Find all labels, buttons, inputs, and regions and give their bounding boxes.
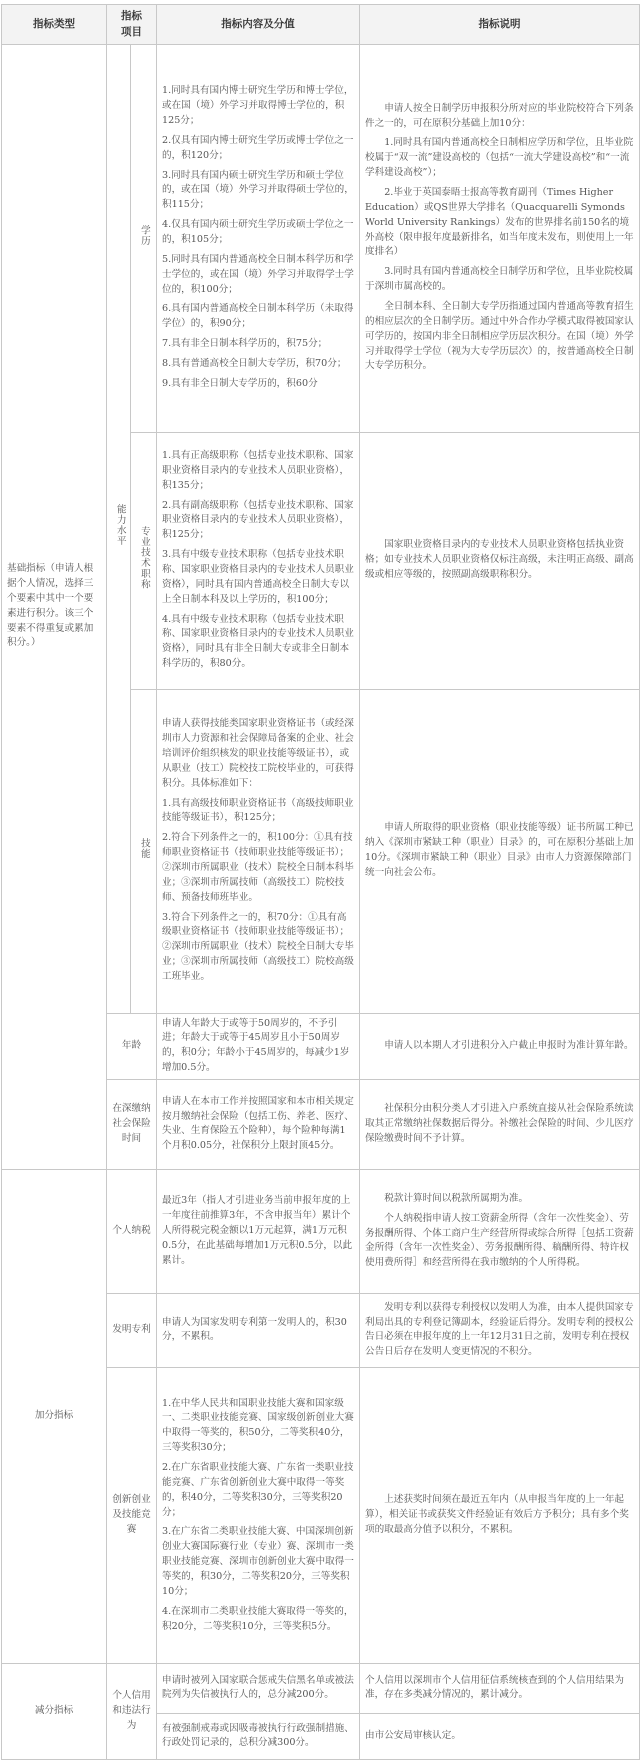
paragraph: 社保积分由积分类人才引进入户系统直接从社会保险系统读取其正常缴纳社保数据后得分。补缴社会保险的时间、少儿医疗保险缴费时间不予计算。 (365, 1103, 634, 1144)
age-label: 年龄 (107, 1013, 157, 1079)
contest-label: 创新创业及技能竞赛 (107, 1367, 157, 1663)
header-content: 指标内容及分值 (157, 5, 360, 45)
paragraph: 申请人所取得的职业资格（职业技能等级）证书所属工种已纳入《深圳市紧缺工种（职业）目录》的，可在原积分基础上加10分。《深圳市紧缺工种（职业）目录》由市人力资源保障部门统一向社会公布。 (365, 822, 634, 878)
table-row (2, 1169, 640, 1293)
credit-content-1: 申请时被列入国家联合惩戒失信黑名单或被法院列为失信被执行人的，总分减200分。 (157, 1663, 360, 1713)
skill-label: 技能 (131, 689, 157, 1013)
header-note: 指标说明 (360, 5, 640, 45)
table-row (2, 1663, 640, 1713)
credit-note-2: 由市公安局审核认定。 (360, 1713, 640, 1759)
contest-note (360, 1367, 640, 1663)
paragraph: 申请人获得技能类国家职业资格证书（或经深圳市人力资源和社会保障局备案的企业、社会培训评价组织核发的职业技能等级证书），或从职业（技工）院校技工院校毕业的，可获得积分。具体标准如下： (162, 718, 354, 789)
patent-note (360, 1293, 640, 1367)
patent-label: 发明专利 (107, 1293, 157, 1367)
table-header-row (2, 5, 640, 45)
ability-label: 能力水平 (107, 44, 131, 1013)
bonus-category: 加分指标 (2, 1169, 107, 1663)
paragraph: 3.符合下列条件之一的，积70分：①具有高级职业资格证书（技师职业技能等级证书）；②深圳市所属职业（技术）院校全日制大专毕业；③深圳市所属技师（高级技工）院校高级工班毕业。 (162, 911, 354, 982)
insurance-label: 在深缴纳社会保险时间 (107, 1079, 157, 1169)
paragraph: 发明专利以获得专利授权以发明人为准，由本人提供国家专利局出具的专利登记簿副本，经验证后得分。发明专利的授权公告日必须在申报年度的上一年12月31日之前，发明专利在授权公告日后存在发明人变更情况的不积分。 (365, 1301, 634, 1358)
age-note (360, 1013, 640, 1079)
paragraph: 全日制本科、全日制大专学历指通过国内普通高等教育招生的相应层次的全日制学历。通过中外合作办学模式取得被国家认可学历的，按国内非全日制相应学历层次积分。在国（境）外学习并取得学士学位（视为大专学历层次）的，按普通高校全日制大专学历积分。 (365, 301, 634, 372)
penalty-category: 减分指标 (2, 1663, 107, 1759)
paragraph: 申请人按全日制学历申报积分所对应的毕业院校符合下列条件之一的，可在原积分基础上加10分： (365, 102, 634, 129)
paragraph: 申请人以本期人才引进积分入户截止申报时为准计算年龄。 (384, 1039, 634, 1051)
paragraph: 8.具有普通高校全日制大专学历，积70分； (162, 358, 347, 370)
paragraph: 3.同时具有国内普通高校全日制学历和学位，且毕业院校属于深圳市属高校的。 (365, 266, 634, 293)
points-table (1, 4, 640, 1760)
paragraph: 6.具有国内普通高校全日制本科学历（未取得学位）的，积90分； (162, 303, 354, 330)
paragraph: 税款计算时间以税款所属期为准。 (384, 1192, 529, 1204)
paragraph: 申请人为国家发明专利第一发明人的，积30分，不累积。 (162, 1316, 347, 1343)
paragraph: 4.仅具有国内硕士研究生学历或硕士学位之一的，积105分； (162, 219, 354, 246)
paragraph: 2.符合下列条件之一的，积100分：①具有技师职业资格证书（技师职业技能等级证书）；②深圳市所属职业（技术）院校全日制本科毕业；③深圳市所属技师（高级技工）院校技师、预备技师班毕业。 (162, 832, 354, 903)
paragraph: 4.在深圳市二类职业技能大赛取得一等奖的，积20分，二等奖积10分，三等奖积5分。 (162, 1605, 354, 1632)
paragraph: 2.具有副高级职称（包括专业技术职称、国家职业资格目录内的专业技术人员职业资格），积125分； (162, 499, 354, 541)
paragraph: 2.仅具有国内博士研究生学历或博士学位之一的，积120分； (162, 134, 354, 161)
title-note (360, 432, 640, 689)
tax-content (157, 1169, 360, 1293)
paragraph: 个人纳税指申请人按工资薪金所得（含年一次性奖金）、劳务报酬所得、个体工商户生产经营所得或综合所得［包括工资薪金所得（含年一次性奖金）、劳务报酬所得、稿酬所得、特许权使用费所得］和经营所得在我市缴纳的个人所得税。 (365, 1212, 634, 1269)
header-item: 指标 项目 (107, 5, 157, 45)
education-label: 学历 (131, 44, 157, 432)
paragraph: 3.在广东省二类职业技能大赛、中国深圳创新创业大赛国际赛行业（专业）赛、深圳市一类职业技能竞赛、深圳市创新创业大赛中取得一等奖的，积30分，二等奖积20分，三等奖积10分； (162, 1526, 354, 1597)
insurance-content (157, 1079, 360, 1169)
paragraph: 申请人在本市工作并按照国家和本市相关规定按月缴纳社会保险（包括工伤、养老、医疗、失业、生育保险五个险种），每个险种每满1个月积0.05分，社保积分上限封顶45分。 (162, 1095, 354, 1152)
paragraph: 申请人年龄大于或等于50周岁的，不予引进；年龄大于或等于45周岁且小于50周岁的，积0分；年龄小于45周岁的，每减少1岁增加0.5分。 (162, 1017, 350, 1074)
education-content (157, 44, 360, 432)
education-note (360, 44, 640, 432)
paragraph: 4.具有中级专业技术职称（包括专业技术职称、国家职业资格目录内的专业技术人员职业资格），同时具有非全日制大专或非全日制本科学历的，积80分。 (162, 613, 354, 670)
paragraph: 3.具有中级专业技术职称（包括专业技术职称、国家职业资格目录内的专业技术人员职业资格），同时具有国内普通高校全日制大专以上全日制本科及以上学历的，积100分； (162, 549, 354, 605)
age-content (157, 1013, 360, 1079)
paragraph: 1.具有正高级职称（包括专业技术职称、国家职业资格目录内的专业技术人员职业资格），积135分； (162, 450, 354, 491)
paragraph: 1.具有高级技师职业资格证书（高级技师职业技能等级证书），积125分； (162, 797, 354, 824)
patent-content (157, 1293, 360, 1367)
credit-label: 个人信用和违法行为 (107, 1663, 157, 1759)
paragraph: 1.在中华人民共和国职业技能大赛和国家级一、二类职业技能竞赛、国家级创新创业大赛中取得一等奖的，积50分，二等奖积40分，三等奖积30分； (162, 1397, 354, 1454)
title-label: 专业技术职称 (131, 432, 157, 689)
paragraph: 7.具有非全日制本科学历的，积75分； (162, 338, 328, 350)
table-row (2, 44, 640, 432)
header-category: 指标类型 (2, 5, 107, 45)
contest-content (157, 1367, 360, 1663)
title-content (157, 432, 360, 689)
paragraph: 9.具有非全日制大专学历的，积60分 (162, 377, 318, 389)
paragraph: 1.同时具有国内博士研究生学历和博士学位，或在国（境）外学习并取得博士学位的，积125分； (162, 85, 354, 127)
paragraph: 最近3年（指人才引进业务当前申报年度的上一年度往前推算3年，不含申报当年）累计个人所得税完税金额以1万元起算，满1万元积0.5分，在此基础每增加1万元积0.5分，以此累计。 (162, 1195, 353, 1266)
paragraph: 国家职业资格目录内的专业技术人员职业资格包括执业资格；如专业技术人员职业资格仅标注高级，未注明正高级、副高级或相应等级的，按照副高级职称积分。 (365, 539, 634, 580)
paragraph: 2.毕业于英国泰晤士报高等教育副刊（Times Higher Education）或QS世界大学排名（Quacquarelli Symonds World University Rankings）发布的世界排名前150名的境外高校（限申报年度最新排名，如当年度未发布，则使用上一年度排名） (365, 187, 634, 258)
skill-note (360, 689, 640, 1013)
tax-label: 个人纳税 (107, 1169, 157, 1293)
credit-content-2: 有被强制戒毒或因吸毒被执行行政强制措施、行政处罚记录的，总积分减300分。 (157, 1713, 360, 1759)
paragraph: 5.同时具有国内普通高校全日制本科学历和学士学位的，或在国（境）外学习并取得学士学位的，积100分； (162, 253, 354, 295)
credit-note-1: 个人信用以深圳市个人信用征信系统核查到的个人信用结果为准，存在多类减分情况的，累计减分。 (360, 1663, 640, 1713)
paragraph: 2.在广东省职业技能大赛、广东省一类职业技能竞赛、广东省创新创业大赛中取得一等奖的，积40分，二等奖积30分，三等奖积20分； (162, 1461, 354, 1518)
insurance-note (360, 1079, 640, 1169)
tax-note (360, 1169, 640, 1293)
paragraph: 上述获奖时间须在最近五年内（从申报当年度的上一年起算），相关证书或获奖文件经验证有效后方予积分；具有多个奖项的取最高分值予以积分，不累积。 (365, 1494, 629, 1535)
paragraph: 3.同时具有国内硕士研究生学历和硕士学位的，或在国（境）外学习并取得硕士学位的，积115分； (162, 169, 354, 211)
basic-category: 基础指标（申请人根据个人情况，选择三个要素中其中一个要素进行积分。该三个要素不得重复或累加积分。） (2, 44, 107, 1169)
skill-content (157, 689, 360, 1013)
paragraph: 1.同时具有国内普通高校全日制相应学历和学位，且毕业院校属于“双一流”建设高校的（包括“一流大学建设高校”和“一流学科建设高校”）； (365, 137, 634, 179)
